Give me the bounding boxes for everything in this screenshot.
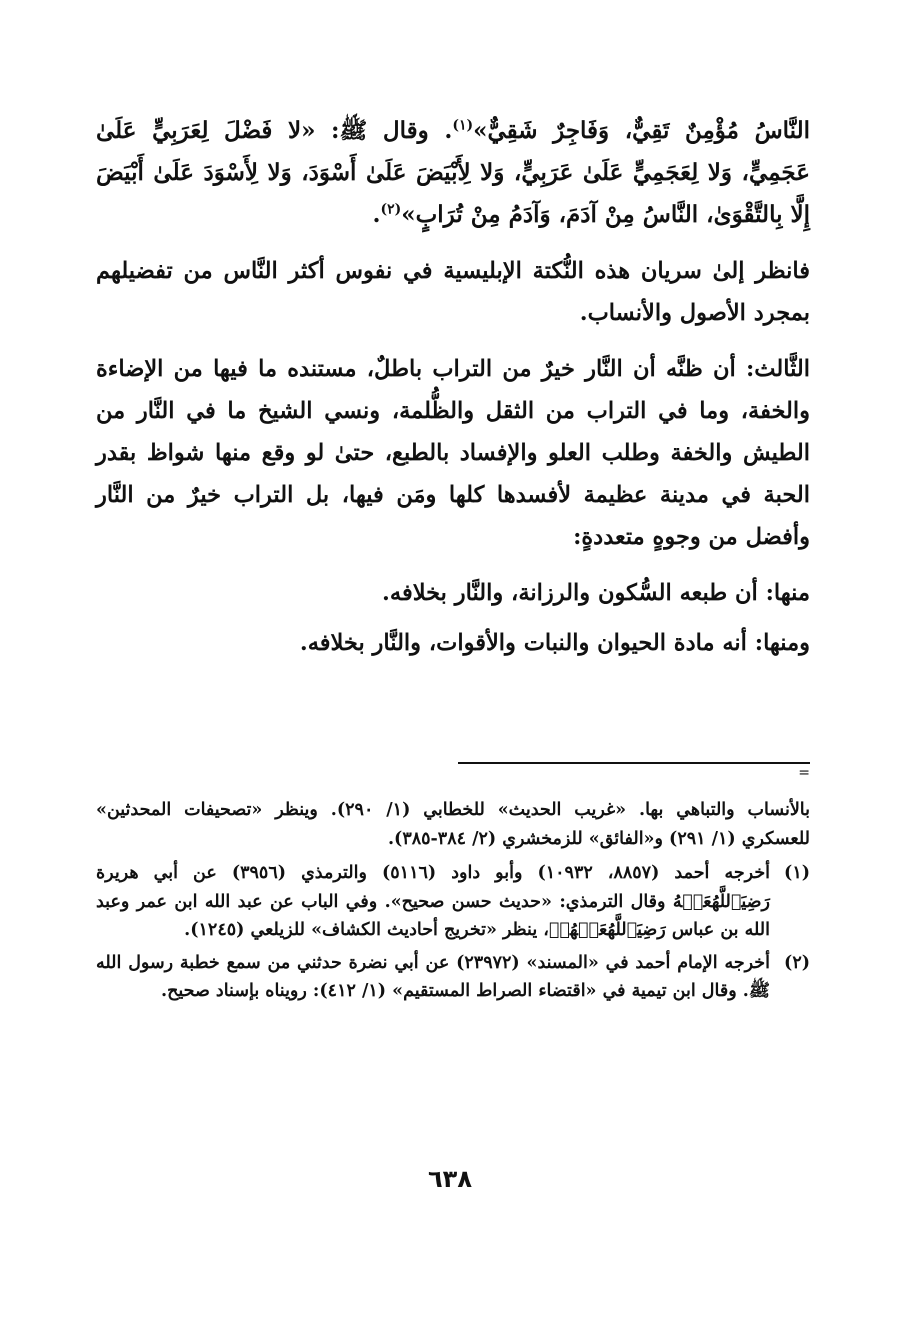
footnote-ref-2[interactable]: (٢)	[380, 201, 402, 218]
footnote-1	[96, 859, 810, 945]
footnote-text-1: أخرجه أحمد (٨٨٥٧، ١٠٩٣٢) وأبو داود (٥١١٦) والترمذي (٣٩٥٦) عن أبي هريرة رَضِيَٱللَّهُعَنۡهُ وقال الترمذي: «حديث حسن صحيح». وفي الباب عن عبد الله ابن عمر وعبد الله بن عباس رَضِيَٱللَّهُعَنۡهُمۡ، ينظر «تخريج أحاديث الكشاف» للزيلعي (١٢٤٥).	[96, 863, 770, 940]
footnote-2	[96, 949, 810, 1006]
footnote-number-1: (١)	[784, 863, 810, 883]
page-number: ٦٣٨	[428, 1165, 472, 1193]
hadith-text-c: .	[372, 201, 381, 228]
footnote-text-2: أخرجه الإمام أحمد في «المسند» (٢٣٩٧٢) عن أبي نضرة حدثني من سمع خطبة رسول الله ﷺ. وقال ابن تيمية في «اقتضاء الصراط المستقيم» (١/ ٤١٢): رويناه بإسناد صحيح.	[96, 952, 770, 1001]
paragraph-second-reason: ومنها: أنه مادة الحيوان والنبات والأقوات، والنَّار بخلافه.	[299, 630, 810, 656]
paragraph-third-point: الثَّالث: أن ظنَّه أن النَّار خيرٌ من التراب باطلٌ، مستنده ما فيها من الإضاءة والخفة، وما في التراب من الثقل والظُّلمة، ونسي الشيخ ما في النَّار من الطيش والخفة وطلب العلو والإفساد بالطبع، حتىٰ لو وقع منها شواظ بقدر الحبة في مدينة عظيمة لأفسدها كلها ومَن فيها، بل التراب خيرٌ من النَّار وأفضل من وجوهٍ متعددةٍ:	[96, 356, 810, 550]
separator-mark: =	[798, 765, 810, 781]
separator-line	[458, 762, 810, 764]
hadith-text-b: . وقال ﷺ: «لا فَضْلَ لِعَرَبِيٍّ عَلَىٰ عَجَمِيٍّ، وَلا لِعَجَمِيٍّ عَلَىٰ عَرَبِيٍّ، وَلا لِأَبْيَضَ عَلَىٰ أَسْوَدَ، وَلا لِأَسْوَدَ عَلَىٰ أَبْيَضَ إِلَّا بِالتَّقْوَىٰ، النَّاسُ مِنْ آدَمَ، وَآدَمُ مِنْ تُرَابٍ»	[96, 117, 810, 228]
hadith-text-a: النَّاسُ مُؤْمِنٌ تَقِيٌّ، وَفَاجِرٌ شَقِيٌّ»	[473, 117, 810, 144]
footnote-continued: بالأنساب والتباهي بها. «غريب الحديث» للخطابي (١/ ٢٩٠). وينظر «تصحيفات المحدثين» للعسكري (١/ ٢٩١) و«الفائق» للزمخشري (٢/ ٣٨٤-٣٨٥).	[96, 800, 811, 849]
paragraph-first-reason: منها: أن طبعه السُّكون والرزانة، والنَّار بخلافه.	[382, 580, 810, 606]
footnote-ref-1[interactable]: (١)	[452, 117, 474, 134]
footnotes	[96, 796, 810, 1010]
footnote-separator	[96, 762, 810, 781]
paragraph-hadith-quote	[96, 110, 810, 236]
main-text	[96, 108, 810, 664]
paragraph-look-at: فانظر إلىٰ سريان هذه النُّكتة الإبليسية في نفوس أكثر النَّاس من تفضيلهم بمجرد الأصول والأنساب.	[96, 258, 810, 326]
footnote-number-2: (٢)	[784, 952, 810, 973]
